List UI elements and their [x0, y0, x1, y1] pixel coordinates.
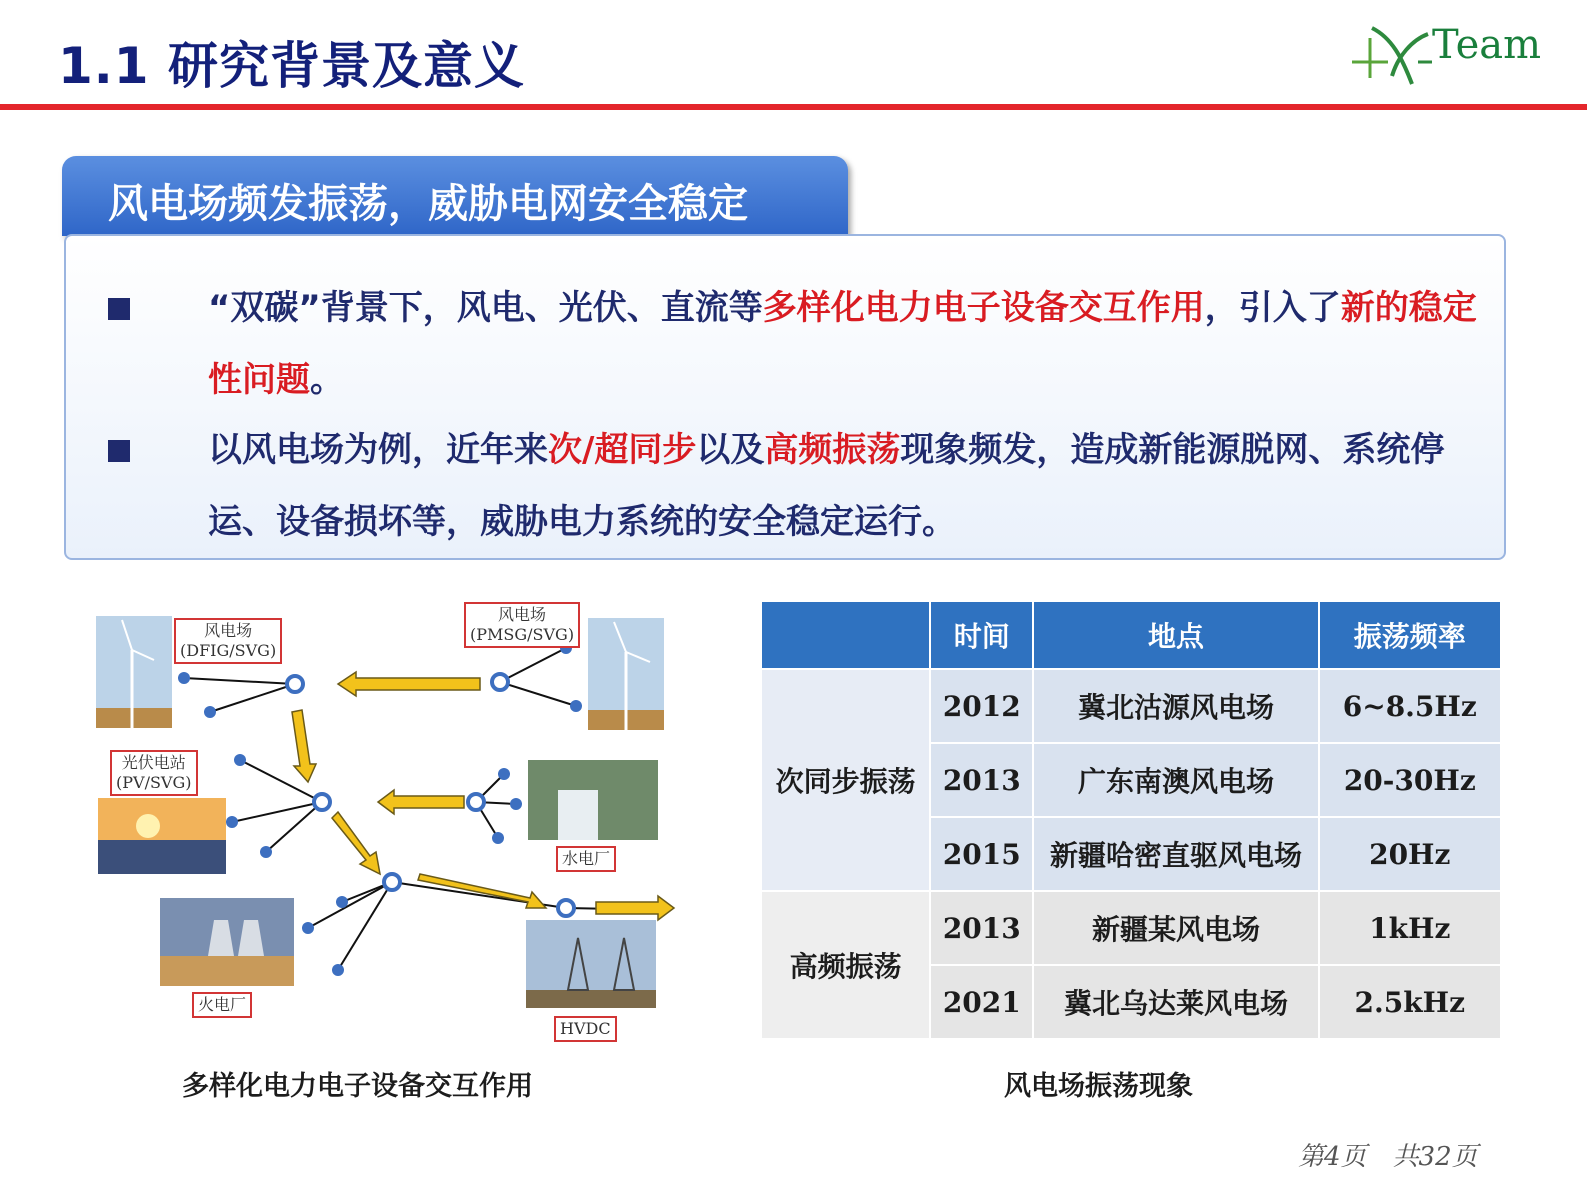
table-row: [761, 669, 1501, 743]
header-cell: 时间: [930, 601, 1033, 669]
wind-farm-2-image: [588, 618, 664, 730]
category-cell: 高频振荡: [761, 891, 930, 1039]
bullet-1: [108, 272, 1478, 416]
wind-farm-1-label: [174, 618, 282, 664]
hydro-label: 水电厂: [556, 846, 616, 872]
highlight-text: 高频振荡: [764, 430, 901, 470]
thermal-label: 火电厂: [192, 992, 252, 1018]
place-cell: 新疆某风电场: [1033, 891, 1318, 965]
freq-cell: 6~8.5Hz: [1319, 669, 1501, 743]
freq-cell: 20Hz: [1319, 817, 1501, 891]
table-header-row: [761, 601, 1501, 669]
year-cell: 2015: [930, 817, 1033, 891]
header-cell: 振荡频率: [1319, 601, 1501, 669]
hvdc-image: [526, 920, 656, 1008]
pv-plant-type: (PV/SVG): [116, 773, 192, 792]
pv-plant-image: [98, 798, 226, 874]
freq-cell: 1kHz: [1319, 891, 1501, 965]
wind-farm-1-name: 风电场: [204, 621, 253, 640]
year-cell: 2012: [930, 669, 1033, 743]
diagram-caption: 多样化电力电子设备交互作用: [182, 1071, 533, 1102]
power-system-diagram: [88, 590, 688, 1050]
table-caption: 风电场振荡现象: [1004, 1071, 1193, 1102]
bullet-box: [64, 234, 1506, 560]
wind-farm-1-type: (DFIG/SVG): [180, 641, 277, 660]
place-cell: 冀北乌达莱风电场: [1033, 965, 1318, 1039]
header-cell: [761, 601, 930, 669]
bullet-text-segment: 。: [310, 360, 344, 400]
bullet-text-segment: 以及: [696, 430, 765, 470]
highlight-text: 新的稳定性问题: [208, 288, 1477, 400]
section-tab-title: 风电场频发振荡，威胁电网安全稳定: [108, 181, 748, 227]
bullet-2: [108, 414, 1478, 558]
table-row: [761, 891, 1501, 965]
pv-plant-name: 光伏电站: [121, 753, 186, 772]
bullet-square-icon: [108, 440, 130, 462]
bullet-1-text: [208, 272, 1478, 416]
bullet-square-icon: [108, 298, 130, 320]
place-cell: 广东南澳风电场: [1033, 743, 1318, 817]
freq-cell: 2.5kHz: [1319, 965, 1501, 1039]
year-cell: 2021: [930, 965, 1033, 1039]
logo-text: Team: [1432, 22, 1542, 68]
section-tab: [62, 156, 848, 236]
bullet-text-segment: 现象频发，造成新能源脱网、系统停运、设备损坏等，威胁电力系统的安全稳定运行。: [208, 430, 1445, 542]
hvdc-label: HVDC: [554, 1016, 617, 1042]
year-cell: 2013: [930, 891, 1033, 965]
bullet-text-segment: ，引入了: [1204, 288, 1341, 328]
wind-farm-2-type: (PMSG/SVG): [470, 625, 575, 644]
bullet-2-text: [208, 414, 1478, 558]
year-cell: 2013: [930, 743, 1033, 817]
bullet-text-segment: “双碳”背景下，风电、光伏、直流等: [208, 288, 763, 328]
category-cell: 次同步振荡: [761, 669, 930, 891]
pv-plant-label: [110, 750, 198, 796]
bullet-text-segment: 以风电场为例，近年来: [208, 430, 548, 470]
hydro-plant-image: [528, 760, 658, 840]
freq-cell: 20-30Hz: [1319, 743, 1501, 817]
header-divider: [0, 104, 1587, 110]
page-title: 1.1 研究背景及意义: [58, 37, 525, 95]
header-cell: 地点: [1033, 601, 1318, 669]
highlight-text: 次/超同步: [548, 430, 697, 470]
place-cell: 冀北沽源风电场: [1033, 669, 1318, 743]
wind-farm-2-name: 风电场: [498, 605, 547, 624]
thermal-plant-image: [160, 898, 294, 986]
place-cell: 新疆哈密直驱风电场: [1033, 817, 1318, 891]
highlight-text: 多样化电力电子设备交互作用: [762, 288, 1205, 328]
oscillation-table: [760, 600, 1502, 1040]
wind-farm-2-label: [464, 602, 580, 648]
page-number: 第4页 共32页: [1298, 1142, 1478, 1172]
wind-farm-1-image: [96, 616, 172, 728]
